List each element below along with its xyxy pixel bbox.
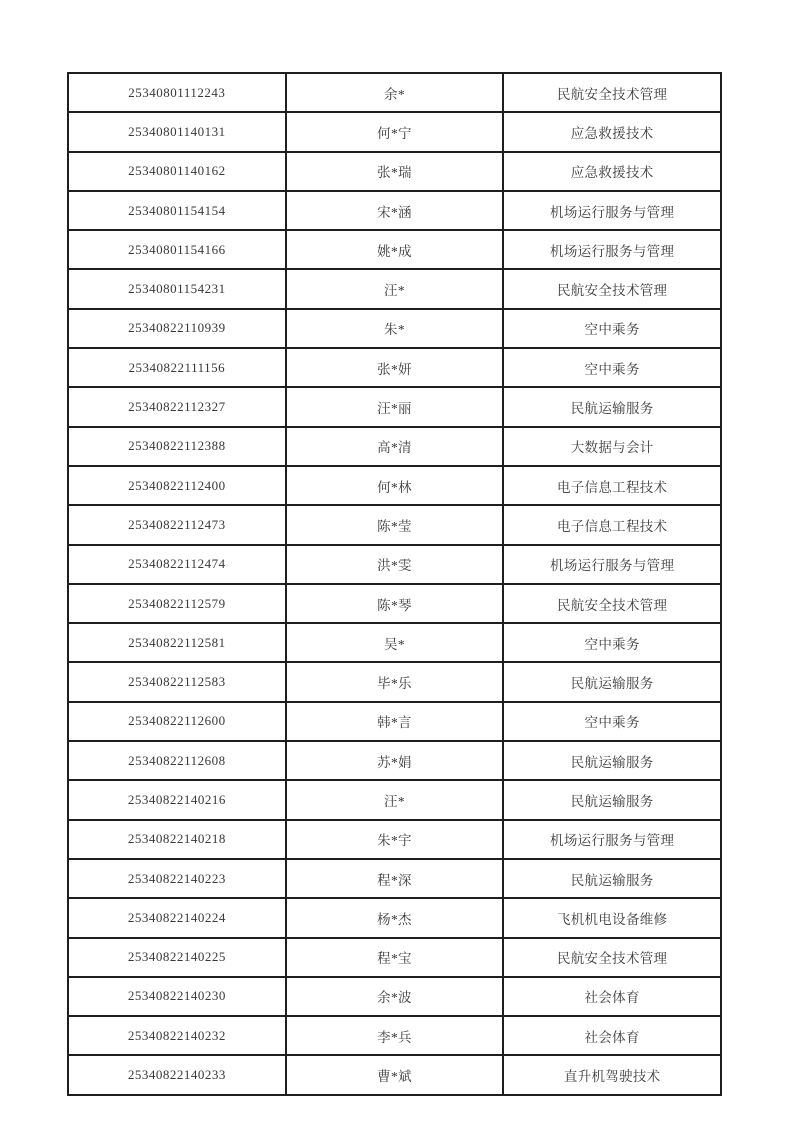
table-row <box>68 112 721 151</box>
admitted-major-cell: 空中乘务 <box>503 702 721 741</box>
candidate-name-cell: 余* <box>286 73 504 112</box>
candidate-id-cell: 25340822140218 <box>68 820 286 859</box>
admitted-major-cell: 社会体育 <box>503 977 721 1016</box>
candidate-id-cell: 25340822112400 <box>68 466 286 505</box>
admitted-major-cell: 空中乘务 <box>503 348 721 387</box>
table-row <box>68 387 721 426</box>
candidate-name-cell: 吴* <box>286 623 504 662</box>
candidate-name-cell: 程*宝 <box>286 938 504 977</box>
admitted-major-cell: 直升机驾驶技术 <box>503 1055 721 1094</box>
admitted-major-cell: 大数据与会计 <box>503 427 721 466</box>
candidate-id-cell: 25340822111156 <box>68 348 286 387</box>
candidate-name-cell: 洪*雯 <box>286 545 504 584</box>
table-row <box>68 1016 721 1055</box>
table-row <box>68 505 721 544</box>
candidate-id-cell: 25340822112474 <box>68 545 286 584</box>
admitted-major-cell: 民航安全技术管理 <box>503 938 721 977</box>
candidate-id-cell: 25340822112579 <box>68 584 286 623</box>
table-row <box>68 780 721 819</box>
admitted-major-cell: 应急救援技术 <box>503 152 721 191</box>
admitted-major-cell: 民航安全技术管理 <box>503 73 721 112</box>
admitted-major-cell: 机场运行服务与管理 <box>503 230 721 269</box>
admission-table-body <box>68 73 721 1095</box>
admitted-major-cell: 民航运输服务 <box>503 662 721 701</box>
candidate-id-cell: 25340822140225 <box>68 938 286 977</box>
candidate-name-cell: 苏*娟 <box>286 741 504 780</box>
admitted-major-cell: 机场运行服务与管理 <box>503 545 721 584</box>
candidate-name-cell: 汪* <box>286 269 504 308</box>
candidate-name-cell: 朱* <box>286 309 504 348</box>
table-row <box>68 1055 721 1094</box>
candidate-name-cell: 余*波 <box>286 977 504 1016</box>
candidate-id-cell: 25340801154231 <box>68 269 286 308</box>
table-row <box>68 73 721 112</box>
candidate-id-cell: 25340822112600 <box>68 702 286 741</box>
candidate-name-cell: 汪*丽 <box>286 387 504 426</box>
candidate-id-cell: 25340801154166 <box>68 230 286 269</box>
admitted-major-cell: 空中乘务 <box>503 309 721 348</box>
candidate-name-cell: 张*妍 <box>286 348 504 387</box>
admitted-major-cell: 空中乘务 <box>503 623 721 662</box>
candidate-name-cell: 陈*莹 <box>286 505 504 544</box>
table-row <box>68 859 721 898</box>
candidate-name-cell: 姚*成 <box>286 230 504 269</box>
candidate-id-cell: 25340822140232 <box>68 1016 286 1055</box>
table-row <box>68 741 721 780</box>
candidate-name-cell: 杨*杰 <box>286 898 504 937</box>
candidate-id-cell: 25340822112581 <box>68 623 286 662</box>
candidate-id-cell: 25340822112473 <box>68 505 286 544</box>
candidate-id-cell: 25340822112608 <box>68 741 286 780</box>
table-row <box>68 623 721 662</box>
candidate-id-cell: 25340822140230 <box>68 977 286 1016</box>
table-row <box>68 269 721 308</box>
table-row <box>68 584 721 623</box>
candidate-id-cell: 25340801154154 <box>68 191 286 230</box>
admitted-major-cell: 民航运输服务 <box>503 387 721 426</box>
admission-list-table <box>67 72 722 1096</box>
candidate-id-cell: 25340822140224 <box>68 898 286 937</box>
candidate-id-cell: 25340822140233 <box>68 1055 286 1094</box>
admitted-major-cell: 民航安全技术管理 <box>503 584 721 623</box>
candidate-name-cell: 毕*乐 <box>286 662 504 701</box>
candidate-name-cell: 程*深 <box>286 859 504 898</box>
table-row <box>68 230 721 269</box>
table-row <box>68 938 721 977</box>
candidate-id-cell: 25340801140131 <box>68 112 286 151</box>
candidate-id-cell: 25340822140223 <box>68 859 286 898</box>
table-row <box>68 309 721 348</box>
table-row <box>68 152 721 191</box>
candidate-id-cell: 25340822112388 <box>68 427 286 466</box>
candidate-id-cell: 25340801140162 <box>68 152 286 191</box>
admitted-major-cell: 社会体育 <box>503 1016 721 1055</box>
admitted-major-cell: 民航安全技术管理 <box>503 269 721 308</box>
admitted-major-cell: 民航运输服务 <box>503 741 721 780</box>
candidate-name-cell: 李*兵 <box>286 1016 504 1055</box>
candidate-name-cell: 韩*言 <box>286 702 504 741</box>
admitted-major-cell: 机场运行服务与管理 <box>503 820 721 859</box>
table-row <box>68 348 721 387</box>
candidate-name-cell: 张*瑞 <box>286 152 504 191</box>
table-row <box>68 977 721 1016</box>
table-row <box>68 545 721 584</box>
admitted-major-cell: 电子信息工程技术 <box>503 505 721 544</box>
candidate-name-cell: 何*宁 <box>286 112 504 151</box>
admitted-major-cell: 民航运输服务 <box>503 859 721 898</box>
candidate-name-cell: 高*清 <box>286 427 504 466</box>
table-row <box>68 662 721 701</box>
table-row <box>68 191 721 230</box>
candidate-name-cell: 曹*斌 <box>286 1055 504 1094</box>
admitted-major-cell: 民航运输服务 <box>503 780 721 819</box>
table-row <box>68 702 721 741</box>
table-row <box>68 898 721 937</box>
candidate-id-cell: 25340822112327 <box>68 387 286 426</box>
candidate-name-cell: 朱*宇 <box>286 820 504 859</box>
candidate-id-cell: 25340822112583 <box>68 662 286 701</box>
candidate-name-cell: 汪* <box>286 780 504 819</box>
admitted-major-cell: 飞机机电设备维修 <box>503 898 721 937</box>
candidate-id-cell: 25340801112243 <box>68 73 286 112</box>
candidate-name-cell: 何*林 <box>286 466 504 505</box>
candidate-name-cell: 陈*琴 <box>286 584 504 623</box>
table-row <box>68 427 721 466</box>
table-row <box>68 820 721 859</box>
candidate-id-cell: 25340822110939 <box>68 309 286 348</box>
admitted-major-cell: 机场运行服务与管理 <box>503 191 721 230</box>
admitted-major-cell: 应急救援技术 <box>503 112 721 151</box>
candidate-name-cell: 宋*涵 <box>286 191 504 230</box>
table-row <box>68 466 721 505</box>
candidate-id-cell: 25340822140216 <box>68 780 286 819</box>
admitted-major-cell: 电子信息工程技术 <box>503 466 721 505</box>
